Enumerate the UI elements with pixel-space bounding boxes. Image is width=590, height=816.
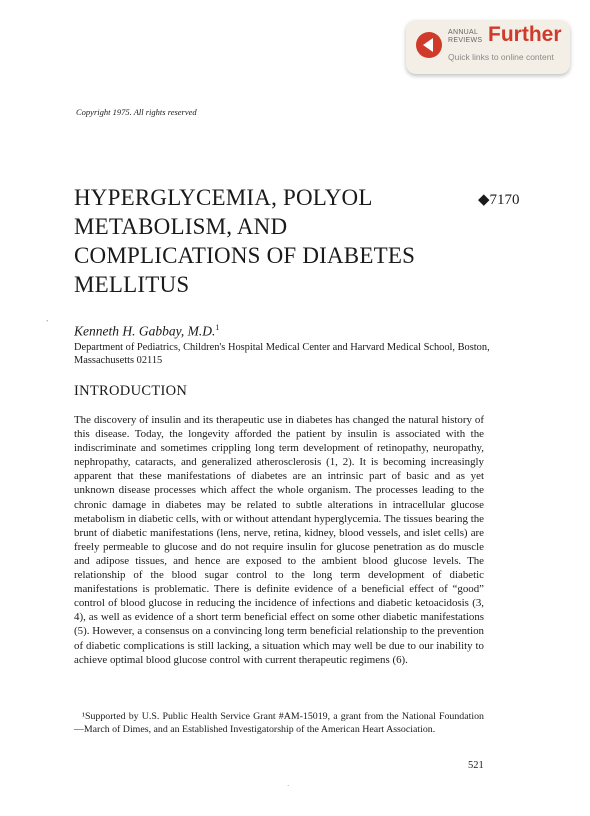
author-affiliation: Department of Pediatrics, Children's Hospital Medical Center and Harvard Medical School, Boston, Massachusetts 02115 [74, 342, 490, 366]
stray-mark-left: ` [46, 319, 49, 328]
annual-reviews-wordmark [448, 29, 482, 45]
article-title: HYPERGLYCEMIA, POLYOL METABOLISM, AND COMPLICATIONS OF DIABETES MELLITUS [74, 185, 416, 297]
article-number: ◆7170 [478, 192, 520, 208]
introduction-paragraph: The discovery of insulin and its therapeutic use in diabetes has changed the natural history of this disease. Today, the longevity afforded the patient by insulin is associated with the indiscriminate and sometimes crippling long term development of retinopathy, neuropathy, nephropathy, cataracts, and generalized atherosclerosis (1, 2). It is becoming increasingly apparent that these manifestations of diabetes are an intrinsic part of basic and as yet unknown disease processes which affect the whole organism. The processes leading to the chronic damage in diabetes may be related to subtle alterations in intracellular glucose metabolism in diabetic cells, with or without attendant hyperglycemia. The tissues bearing the brunt of diabetic manifestations (lens, nerve, retina, kidney, blood vessels, and islet cells) are freely permeable to glucose and do not require insulin for glucose penetration as do muscle and adipose tissues, and hence are exposed to the ambient blood glucose levels. The relationship of the blood sugar control to the long term development of diabetic manifestations is problematic. There is definite evidence of a beneficial effect of “good” control of blood glucose in reducing the incidence of infections and diabetic ketoacidosis (3, 4), as well as evidence of a short term beneficial effect on some other diabetic manifestations (5). However, a consensus on a convincing long term beneficial relationship to the prevention of diabetic complications is still lacking, a situation which may well be due to our inability to achieve optimal blood glucose control with current therapeutic regimens (6). [74, 414, 484, 666]
author-name: Kenneth H. Gabbay, M.D. [74, 323, 216, 339]
reviews-label: REVIEWS [448, 37, 483, 44]
quick-links-tagline: Quick links to online content [448, 52, 554, 62]
further-label: Further [488, 23, 562, 46]
funding-footnote: ¹Supported by U.S. Public Health Service Grant #AM-15019, a grant from the National Foundation—March of Dimes, and an Established Investigatorship of the American Heart Association. [74, 711, 484, 735]
annual-label: ANNUAL [448, 29, 479, 36]
author-byline [74, 323, 219, 340]
page-number: 521 [468, 760, 484, 771]
section-heading-introduction: INTRODUCTION [74, 383, 188, 399]
stray-mark-bottom: ´ [287, 784, 290, 792]
copyright-notice: Copyright 1975. All rights reserved [76, 107, 197, 117]
annual-reviews-further-badge[interactable] [406, 20, 570, 74]
author-footnote-mark: 1 [215, 323, 220, 332]
annual-reviews-logo-icon [416, 32, 442, 58]
